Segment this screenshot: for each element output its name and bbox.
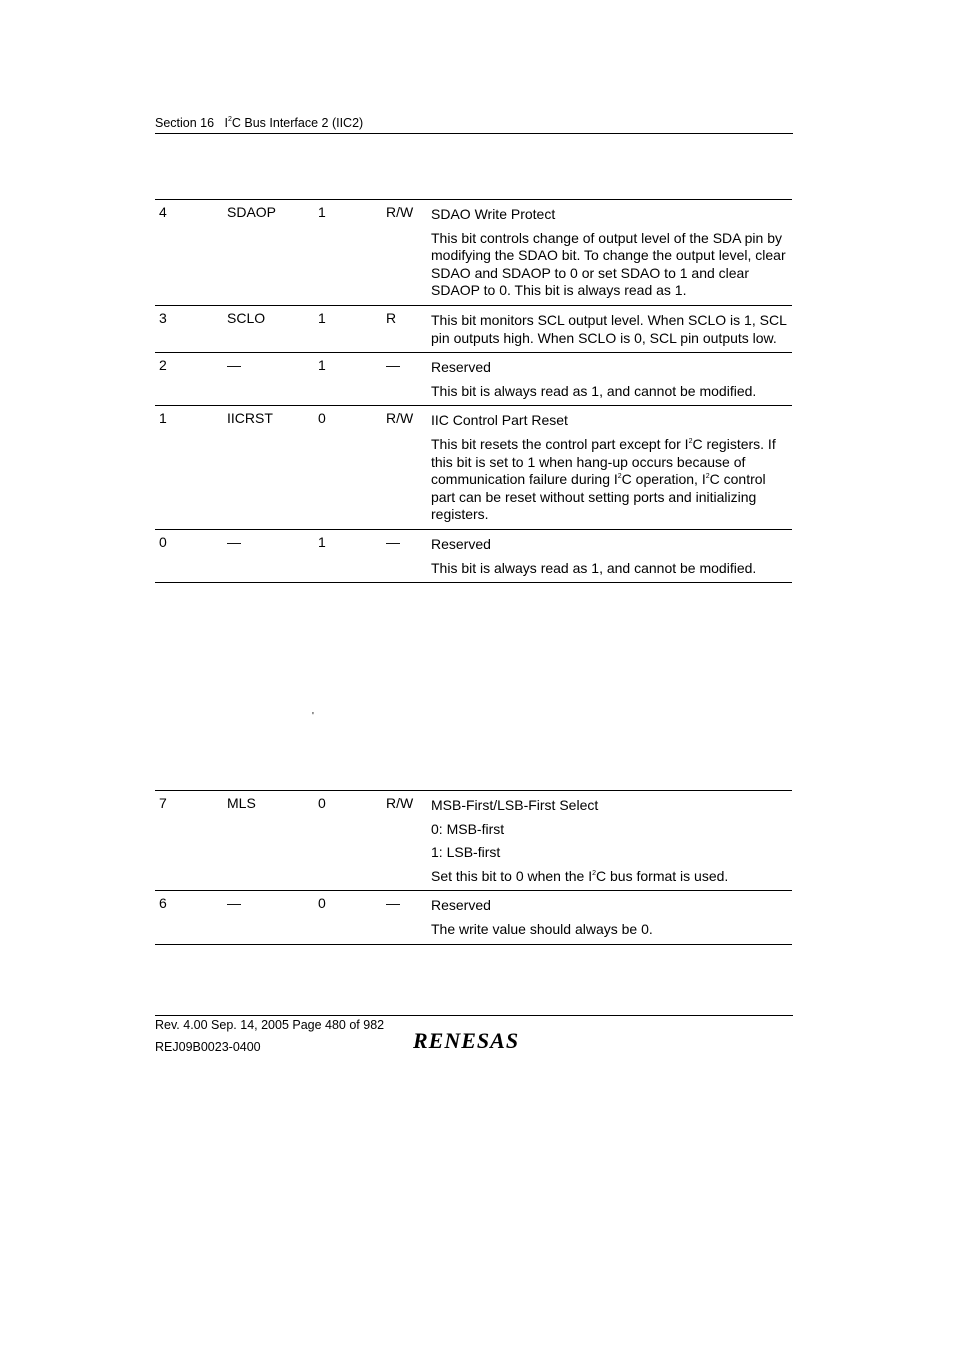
description-paragraph: Reserved <box>431 359 491 376</box>
bit-name-cell: — <box>227 895 241 912</box>
description-paragraph: SDAO Write Protect <box>431 206 556 222</box>
description-paragraph: 1: LSB-first <box>431 844 501 861</box>
description-cell <box>431 206 788 300</box>
initial-value-cell: 1 <box>318 204 326 220</box>
description-cell <box>431 312 788 347</box>
description-cell <box>431 897 788 938</box>
register-bit-table-1 <box>155 199 792 583</box>
bit-name-cell: SDAOP <box>227 204 277 220</box>
initial-value-cell: 1 <box>318 309 326 326</box>
table-row <box>155 890 792 943</box>
rw-cell: — <box>386 357 400 374</box>
table-row <box>155 352 792 405</box>
description-paragraph: Set this bit to 0 when the $I^2C$ bus format is used. <box>431 867 729 884</box>
initial-value-cell: 0 <box>318 410 326 427</box>
bit-name-cell: — <box>227 357 241 374</box>
initial-value-cell: 0 <box>318 795 326 811</box>
rw-cell: R/W <box>386 795 414 811</box>
table-row <box>155 200 792 305</box>
stray-mark: ' <box>312 711 314 722</box>
bit-cell: 4 <box>159 204 167 220</box>
description-paragraph: 0: MSB-first <box>431 820 505 837</box>
rw-cell: R/W <box>386 410 414 427</box>
description-paragraph: This bit controls change of output level of the SDA pin by modifying the SDAO bit. To change the output level, clear SDAO and SDAOP to 0 or set SDAO to 1 and clear SDAOP to 0. This bit is always read as 1. <box>431 229 786 299</box>
rw-cell: R <box>386 309 397 326</box>
table-row <box>155 529 792 582</box>
description-paragraph: This bit is always read as 1, and cannot be modified. <box>431 382 757 399</box>
description-cell <box>431 797 788 885</box>
bit-cell: 3 <box>159 309 167 326</box>
initial-value-cell: 0 <box>318 895 326 912</box>
bit-cell: 0 <box>159 533 167 550</box>
footer-rule <box>155 1015 793 1016</box>
header-title: $I^2C$ Bus Interface 2 (IIC2) <box>224 116 364 130</box>
bit-name-cell: MLS <box>227 795 256 811</box>
register-bit-table-2 <box>155 790 792 945</box>
bit-name-cell: SCLO <box>227 309 266 326</box>
description-paragraph: Reserved <box>431 897 491 914</box>
bit-cell: 1 <box>159 410 167 427</box>
description-paragraph: MSB-First/LSB-First Select <box>431 797 599 813</box>
initial-value-cell: 1 <box>318 357 326 374</box>
description-paragraph: Reserved <box>431 535 491 552</box>
bit-cell: 2 <box>159 357 167 374</box>
header-rule <box>155 133 793 134</box>
rw-cell: — <box>386 895 400 912</box>
description-paragraph: IIC Control Part Reset <box>431 412 568 429</box>
bit-name-cell: IICRST <box>227 410 273 427</box>
logo-text: RENESAS <box>413 1029 520 1051</box>
initial-value-cell: 1 <box>318 533 326 550</box>
description-paragraph: This bit is always read as 1, and cannot be modified. <box>431 559 757 576</box>
table-row <box>155 305 792 352</box>
footer-document-number: REJ09B0023-0400 <box>155 1040 261 1054</box>
description-cell <box>431 359 788 400</box>
description-paragraph: This bit resets the control part except for $I^2C$ registers. If this bit is set to 1 when hang-up occurs because of communication failure during $I^2C$ operation, $I^2C$ control part can be reset without setting ports and initializing registers. <box>431 435 776 523</box>
bit-name-cell: — <box>227 533 241 550</box>
description-cell <box>431 536 788 577</box>
footer-revision: Rev. 4.00 Sep. 14, 2005 Page 480 of 982 <box>155 1018 385 1032</box>
description-cell <box>431 412 788 524</box>
description-paragraph: This bit monitors SCL output level. When SCLO is 1, SCL pin outputs high. When SCLO is 0, SCL pin outputs low. <box>431 311 787 346</box>
bit-cell: 6 <box>159 895 167 912</box>
rw-cell: — <box>386 533 400 550</box>
rw-cell: R/W <box>386 204 414 220</box>
page-header <box>155 116 363 130</box>
table-row <box>155 791 792 890</box>
table-row <box>155 405 792 529</box>
description-paragraph: The write value should always be 0. <box>431 920 653 937</box>
header-section: Section 16 <box>155 116 215 130</box>
bit-cell: 7 <box>159 795 167 811</box>
renesas-logo <box>413 1029 535 1054</box>
